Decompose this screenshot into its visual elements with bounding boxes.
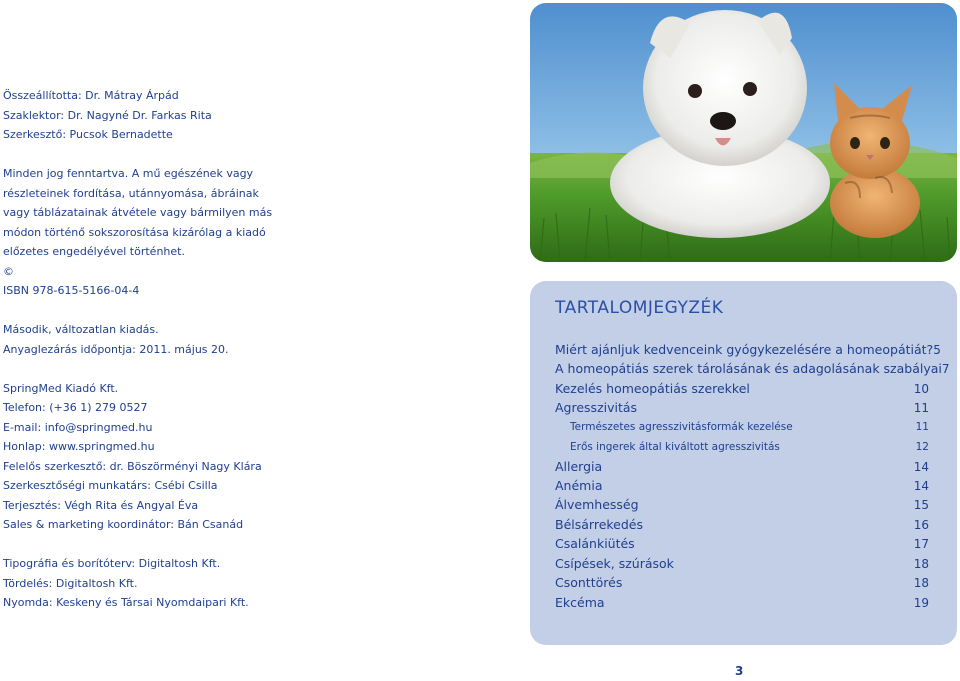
toc-entry[interactable] <box>555 556 929 571</box>
distribution-line: Terjesztés: Végh Rita és Angyal Éva <box>3 498 199 512</box>
toc-entry-label: Csalánkiütés <box>555 536 635 551</box>
responsible-editor-line: Felelős szerkesztő: dr. Böszörményi Nagy Klára <box>3 459 262 473</box>
publisher-email[interactable]: E-mail: info@springmed.hu <box>3 420 153 434</box>
toc-entry-page: 17 <box>913 537 929 551</box>
isbn-line: ISBN 978-615-5166-04-4 <box>3 284 140 297</box>
toc-entry-label: Anémia <box>555 478 603 493</box>
toc-entry-page: 12 <box>915 441 929 453</box>
toc-entry[interactable] <box>555 497 929 512</box>
rights-line: módon történő sokszorosítása kizárólag a kiadó <box>3 225 266 239</box>
toc-entry[interactable] <box>555 575 929 590</box>
toc-entry[interactable] <box>555 536 929 551</box>
toc-entry-page: 11 <box>915 421 929 433</box>
toc-entry[interactable] <box>555 361 950 376</box>
toc-entry-page: 5 <box>933 343 941 357</box>
toc-entry-page: 19 <box>913 596 929 610</box>
rights-line: előzetes engedélyével történhet. <box>3 245 185 258</box>
toc-entry-page: 10 <box>913 382 929 396</box>
toc-entry-label: Miért ajánljuk kedvenceink gyógykezelésére a homeopátiát? <box>555 342 934 357</box>
proofreader-line: Szaklektor: Dr. Nagyné Dr. Farkas Rita <box>3 108 212 122</box>
rights-line: vagy táblázatainak átvétele vagy bármilyen más <box>3 206 273 219</box>
editorial-assistant-line: Szerkesztőségi munkatárs: Csébi Csilla <box>3 479 218 492</box>
compiler-line: Összeállította: Dr. Mátray Árpád <box>3 89 179 102</box>
toc-entry-label: Bélsárrekedés <box>555 517 644 532</box>
printer-line: Nyomda: Keskeny és Társai Nyomdaipari Kft. <box>3 596 249 609</box>
toc-entry-label: Allergia <box>555 459 603 474</box>
publisher-website[interactable]: Honlap: www.springmed.hu <box>3 440 155 453</box>
toc-entry-label: Természetes agresszivitásformák kezelése <box>570 421 793 433</box>
toc-entry-label: A homeopátiás szerek tárolásának és adagolásának szabályai <box>555 361 942 376</box>
toc-entry[interactable] <box>555 400 929 415</box>
toc-entry[interactable] <box>555 381 929 396</box>
toc-entry-label: Erős ingerek által kiváltott agresszivitás <box>570 441 780 453</box>
rights-line: részleteinek fordítása, utánnyomása, ábráinak <box>3 186 259 200</box>
rights-line: Minden jog fenntartva. A mű egészének vagy <box>3 167 254 180</box>
toc-entry[interactable] <box>555 517 929 532</box>
page-number: 3 <box>735 664 744 678</box>
toc-entry-label: Álvemhesség <box>555 497 639 512</box>
toc-entry-page: 15 <box>913 498 929 512</box>
toc-entry-label: Kezelés homeopátiás szerekkel <box>555 381 750 396</box>
dog-and-kitten-photo <box>530 3 957 262</box>
toc-entry-label: Csonttörés <box>555 575 623 590</box>
toc-subentry[interactable] <box>570 441 929 453</box>
toc-entry-label: Csípések, szúrások <box>555 556 674 571</box>
toc-entry-label: Agresszivitás <box>555 400 638 415</box>
toc-entry-page: 11 <box>913 401 929 415</box>
table-of-contents <box>530 281 957 645</box>
edition-line: Második, változatlan kiadás. <box>3 323 159 336</box>
publisher-phone: Telefon: (+36 1) 279 0527 <box>3 401 148 414</box>
sales-line: Sales & marketing koordinátor: Bán Csanád <box>3 518 244 531</box>
layout-line: Tördelés: Digitaltosh Kft. <box>3 576 138 590</box>
copyright-symbol: © <box>3 264 14 278</box>
toc-subentry[interactable] <box>570 421 929 433</box>
toc-entry-page: 18 <box>913 576 929 590</box>
publisher-name: SpringMed Kiadó Kft. <box>3 381 119 395</box>
toc-entry-page: 14 <box>913 460 929 474</box>
toc-entry[interactable] <box>555 478 929 493</box>
editor-line: Szerkesztő: Pucsok Bernadette <box>3 128 173 141</box>
typography-line: Tipográfia és borítóterv: Digitaltosh Kft. <box>3 557 221 570</box>
toc-entry-page: 16 <box>913 518 929 532</box>
toc-entry[interactable] <box>555 595 929 610</box>
toc-entry-page: 7 <box>941 362 950 376</box>
toc-entry[interactable] <box>555 459 929 474</box>
toc-entry-page: 14 <box>913 479 929 493</box>
toc-entry-label: Ekcéma <box>555 595 605 610</box>
imprint-column <box>3 86 273 613</box>
closing-date-line: Anyaglezárás időpontja: 2011. május 20. <box>3 342 229 356</box>
toc-entry-page: 18 <box>913 557 929 571</box>
toc-entry[interactable] <box>555 342 941 357</box>
toc-title: TARTALOMJEGYZÉK <box>555 298 724 318</box>
